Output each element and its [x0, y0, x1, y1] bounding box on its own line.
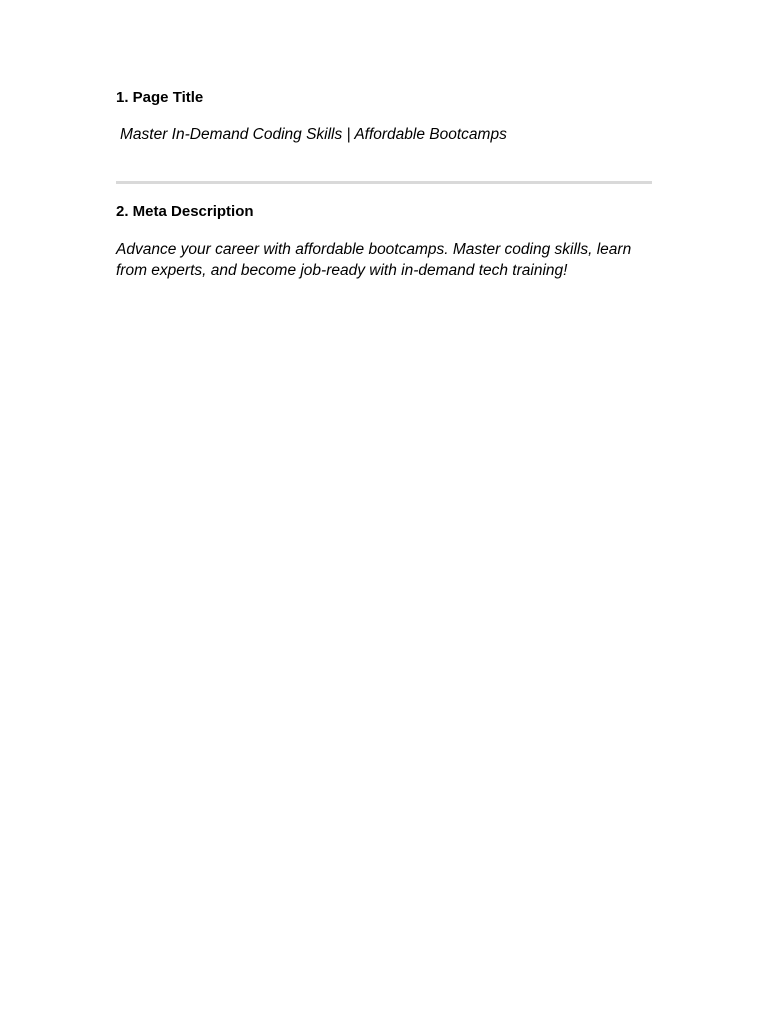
- meta-description-text: Advance your career with affordable bootcamps. Master coding skills, learn from experts, and become job-ready with in-demand tech training!: [116, 241, 632, 279]
- meta-description-heading: 2. Meta Description: [116, 203, 254, 220]
- section-divider: [116, 181, 652, 184]
- page-title-heading: 1. Page Title: [116, 89, 204, 106]
- document-content: [116, 88, 656, 281]
- page-title-text: Master In-Demand Coding Skills | Affordable Bootcamps: [120, 126, 507, 143]
